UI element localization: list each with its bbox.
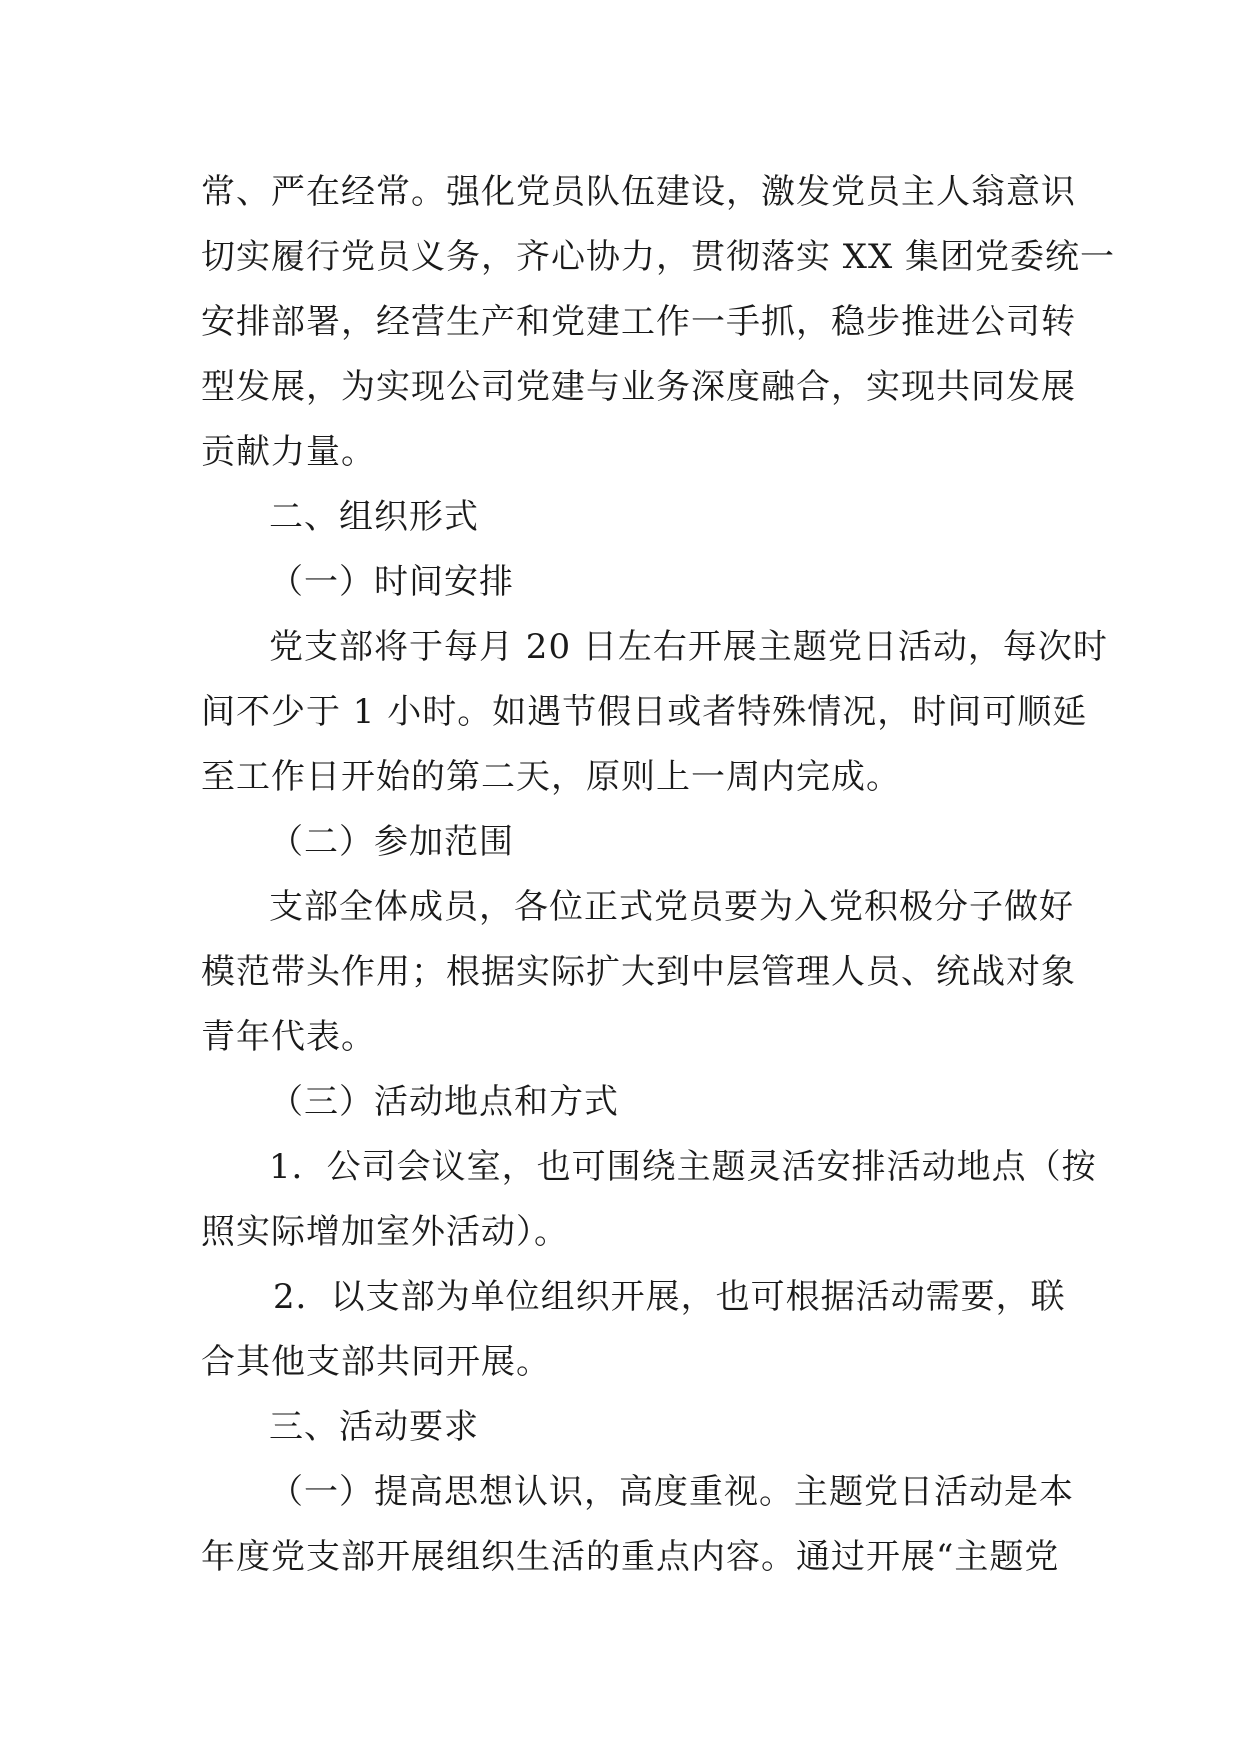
text-line: 安排部署，经营生产和党建工作一手抓，稳步推进公司转 [201, 302, 1076, 342]
text-line: 至工作日开始的第二天，原则上一周内完成。 [201, 757, 901, 797]
text-line: 贡献力量。 [201, 432, 376, 472]
text-line: 年度党支部开展组织生活的重点内容。通过开展“主题党 [201, 1537, 1060, 1577]
text-line: 切实履行党员义务，齐心协力，贯彻落实 XX 集团党委统一 [201, 237, 1116, 277]
subsection-heading: （二）参加范围 [269, 822, 514, 862]
subsection-heading: （一）时间安排 [269, 562, 514, 602]
text-line: 合其他支部共同开展。 [201, 1342, 551, 1382]
text-line: 型发展，为实现公司党建与业务深度融合，实现共同发展 [201, 367, 1076, 407]
section-heading: 二、组织形式 [269, 497, 479, 537]
section-heading: 三、活动要求 [269, 1407, 479, 1447]
text-line: 常、严在经常。强化党员队伍建设，激发党员主人翁意识 [201, 172, 1076, 212]
list-item: 1．公司会议室，也可围绕主题灵活安排活动地点（按 [269, 1147, 1097, 1187]
list-item: 2．以支部为单位组织开展，也可根据活动需要，联 [273, 1277, 1066, 1317]
subsection-heading: （三）活动地点和方式 [269, 1082, 619, 1122]
text-line: （一）提高思想认识，高度重视。主题党日活动是本 [269, 1472, 1074, 1512]
text-line: 间不少于 1 小时。如遇节假日或者特殊情况，时间可顺延 [201, 692, 1088, 732]
document-body [201, 160, 1116, 1590]
text-line: 党支部将于每月 20 日左右开展主题党日活动，每次时 [269, 627, 1108, 667]
text-line: 青年代表。 [201, 1017, 376, 1057]
text-line: 照实际增加室外活动）。 [201, 1212, 569, 1252]
text-line: 模范带头作用；根据实际扩大到中层管理人员、统战对象 [201, 952, 1076, 992]
text-line: 支部全体成员，各位正式党员要为入党积极分子做好 [269, 887, 1074, 927]
